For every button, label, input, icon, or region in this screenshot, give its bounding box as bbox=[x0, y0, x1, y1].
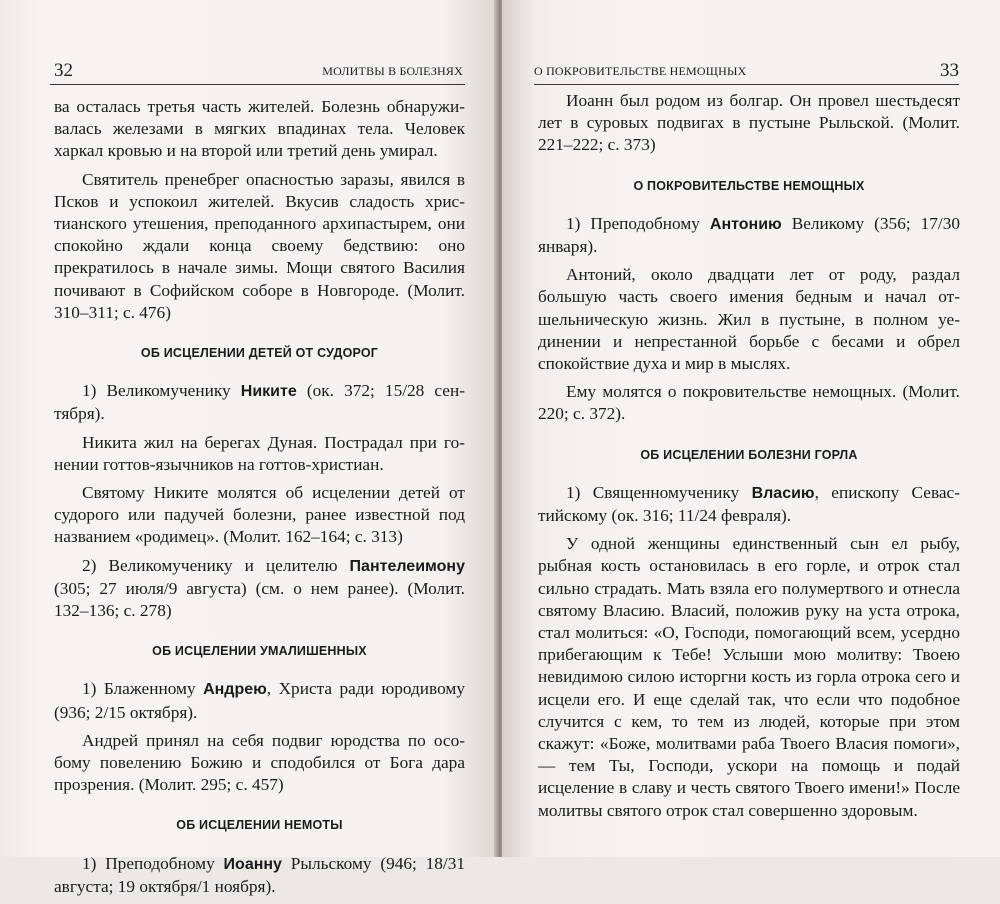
section-heading: О ПОКРОВИТЕЛЬСТВЕ НЕМОЩНЫХ bbox=[633, 178, 865, 193]
right-page bbox=[502, 0, 1000, 857]
paragraph: У одной женщины единственный сын ел рыбу, рыбная кость остановилась в его горле, и отрок стал сильно страдать. Мать взяла его полумертвого и отнесла святому Власию. Власий, положив руку на уста отрока, стал молиться: «О, Господи, помогающий всем, усердно прибегающим к Тебе! Услыши мою молитву: Твоею невидимою силою исторгни кость из горла отрока сего и исцели его. И еще сделай так, что если что подобное случится с кем, то тем из людей, которые при этом скажут: «Боже, молитвами раба Твоего Власия помоги», — тем Ты, Господи, ускори на помощь и подай исцеление в славу и честь святого Твоего имени!» После молитвы святого отрок стал совершенно здоровым. bbox=[538, 534, 960, 820]
section-heading: ОБ ИСЦЕЛЕНИИ НЕМОТЫ bbox=[176, 818, 343, 833]
paragraph: Никита жил на берегах Дуная. Пострадал при гонении готтов-язычников на готтов-христиан. bbox=[54, 432, 465, 474]
section-heading: ОБ ИСЦЕЛЕНИИ БОЛЕЗНИ ГОРЛА bbox=[640, 447, 858, 462]
left-page bbox=[0, 0, 498, 896]
paragraph: 1) Преподобному Иоанну Рыльскому (946; 18/31 августа; 19 октября/1 ноября). bbox=[54, 853, 465, 896]
right-page-text bbox=[538, 90, 960, 828]
paragraph: 2) Великомученику и целителю Пантелеимону (305; 27 июля/9 августа) (см. о нем ранее). (Молит. 132–136; с. 278) bbox=[54, 555, 465, 621]
paragraph: Иоанн был родом из болгар. Он провел шестьдесят лет в суровых подвигах в пустыне Рыльской. (Молит. 221–222; с. 373) bbox=[538, 91, 960, 155]
paragraph: 1) Священномученику Власию, епископу Севастийскому (ок. 316; 11/24 февраля). bbox=[538, 482, 960, 526]
running-head: О ПОКРОВИТЕЛЬСТВЕ НЕМОЩНЫХ bbox=[534, 64, 747, 78]
paragraph: Святитель пренебрег опасностью заразы, явился в Псков и успокоил жителей. Вкусив сладость христианского утешения, преподанного архипастырем, они спокойно ждали конца своему бедствию: оно прекратилось в начале зимы. Мощи святого Василия почивают в Софийском соборе в Новгороде. (Молит. 310–311; с. 476) bbox=[54, 169, 465, 322]
saint-name: Андрею bbox=[203, 681, 267, 699]
saint-name: Антонию bbox=[709, 215, 782, 233]
saint-name: Иоанну bbox=[223, 855, 282, 873]
paragraph: 1) Великомученику Никите (ок. 372; 15/28 сентября). bbox=[54, 381, 465, 424]
page-number: 32 bbox=[54, 60, 73, 81]
saint-name: Пантелеимону bbox=[349, 557, 465, 575]
section-heading: ОБ ИСЦЕЛЕНИИ УМАЛИШЕННЫХ bbox=[152, 644, 367, 659]
paragraph: 1) Блаженному Андрею, Христа ради юродивому (936; 2/15 октября). bbox=[54, 679, 465, 722]
running-head: МОЛИТВЫ В БОЛЕЗНЯХ bbox=[322, 64, 463, 78]
saint-name: Никите bbox=[240, 383, 297, 401]
left-page-text bbox=[54, 96, 465, 904]
paragraph: 1) Преподобному Антонию Великому (356; 17/30 января). bbox=[538, 213, 960, 257]
page-number: 33 bbox=[940, 60, 959, 81]
paragraph: Святому Никите молятся об исцелении детей от судорого или падучей болезни, ранее известной под названием «родимец». (Молит. 162–164; с. 313) bbox=[54, 483, 465, 547]
saint-name: Власию bbox=[751, 484, 815, 502]
right-page-header bbox=[534, 58, 959, 85]
paragraph: Андрей принял на себя подвиг юродства по особому повелению Божию и сподобился от Бога дара прозрения. (Молит. 295; с. 457) bbox=[54, 730, 465, 795]
section-heading: ОБ ИСЦЕЛЕНИИ ДЕТЕЙ ОТ СУДОРОГ bbox=[140, 346, 379, 361]
paragraph: Ему молятся о покровительстве немощных. (Молит. 220; с. 372). bbox=[538, 382, 960, 424]
paragraph: Антоний, около двадцати лет от роду, раздал большую часть своего имения бедным и начал отшельническую жизнь. Жил в пустыне, в полном уединении и непрестанной борьбе с бесами и обрел спокойствие духа и мир в мыслях. bbox=[538, 265, 960, 374]
left-page-header bbox=[50, 58, 465, 85]
paragraph: ва осталась третья часть жителей. Болезнь обнаруживалась железами в мягких впадинах тела. Человек харкал кровью и на второй или третий день умирал. bbox=[54, 97, 465, 161]
